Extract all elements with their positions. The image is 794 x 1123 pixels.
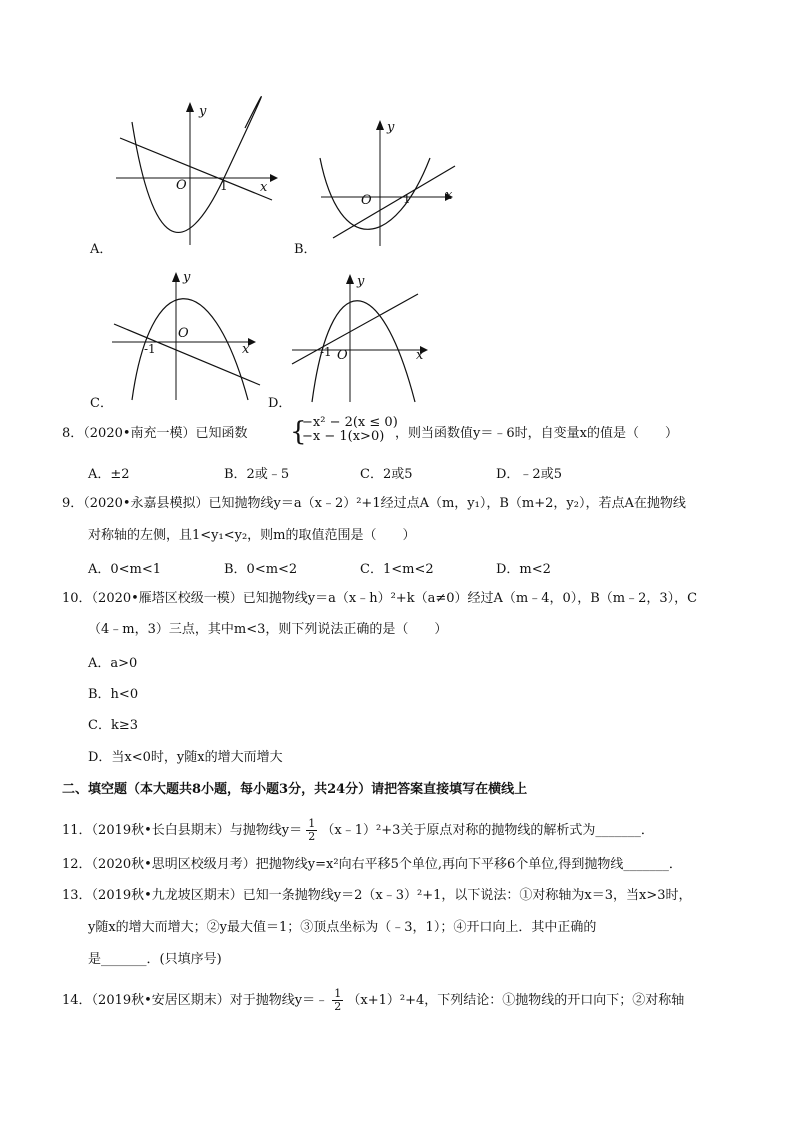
- figure-a-graph: [110, 100, 280, 250]
- x-axis-label: x: [242, 342, 250, 357]
- brace-icon: {: [290, 417, 307, 447]
- figure-d: [290, 272, 440, 407]
- piecewise-function: [290, 415, 398, 447]
- x-axis-label: x: [260, 180, 268, 195]
- figure-a: [110, 100, 280, 250]
- question-8-prefix: 8．（2020•南充一模）已知函数: [62, 426, 248, 441]
- question-13-line-2: y随x的增大而增大；②y最大值＝1；③顶点坐标为（﹣3，1）；④开口向上．其中正确的: [88, 920, 597, 935]
- option-b: B．2或﹣5: [224, 467, 290, 482]
- option-c: C．2或5: [360, 467, 413, 482]
- figure-b-graph: [315, 118, 465, 248]
- y-axis-label: y: [387, 120, 395, 135]
- figure-b-letter: B．: [294, 242, 317, 257]
- question-10-line-1: 10．（2020•雁塔区校级一模）已知抛物线y＝a（x﹣h）²+k（a≠0）经过A（m﹣4，0），B（m﹣2，3），C: [62, 591, 698, 606]
- piecewise-bottom: −x − 1(x>0): [302, 429, 385, 444]
- y-axis-label: y: [357, 274, 365, 289]
- fraction-numerator: 1: [308, 817, 316, 830]
- fraction-denominator: 2: [308, 830, 316, 843]
- question-14-suffix: （x+1）²+4，下列结论：①抛物线的开口向下；②对称轴: [347, 993, 685, 1008]
- option-a: A．a>0: [88, 656, 138, 671]
- question-9-line-2: 对称轴的左侧，且1<y₁<y₂，则m的取值范围是（ ）: [88, 528, 416, 543]
- question-14: [62, 988, 684, 1013]
- figure-c-letter: C．: [90, 396, 113, 411]
- option-d: D．m<2: [496, 562, 551, 577]
- figure-a-letter: A．: [90, 242, 113, 257]
- figure-d-graph: [290, 272, 440, 407]
- origin-label: O: [337, 348, 348, 363]
- option-a: A．0<m<1: [88, 562, 162, 577]
- question-10-line-2: （4﹣m，3）三点，其中m<3，则下列说法正确的是（ ）: [88, 622, 448, 637]
- y-axis-label: y: [183, 270, 191, 285]
- tick-label-1: 1: [220, 179, 228, 193]
- tick-label-neg1: -1: [320, 345, 332, 359]
- origin-label: O: [178, 326, 189, 341]
- question-11: [62, 818, 654, 843]
- question-9-options: [88, 558, 728, 577]
- option-d: D．﹣2或5: [496, 467, 562, 482]
- option-b: B．h<0: [88, 687, 139, 702]
- option-c: C．k≥3: [88, 718, 138, 733]
- question-9-line-1: 9．（2020•永嘉县模拟）已知抛物线y＝a（x﹣2）²+1经过点A（m，y₁），B（m+2，y₂），若点A在抛物线: [62, 496, 686, 511]
- section-2-heading: 二、填空题（本大题共8小题，每小题3分，共24分）请把答案直接填写在横线上: [62, 782, 528, 797]
- question-11-suffix: （x﹣1）²+3关于原点对称的抛物线的解析式为_______．: [321, 823, 654, 838]
- question-12: 12．（2020秋•思明区校级月考）把抛物线y=x²向右平移5个单位,再向下平移6个单位,得到抛物线_______．: [62, 857, 682, 872]
- question-14-prefix: 14．（2019秋•安居区期末）对于抛物线y＝﹣: [62, 993, 329, 1008]
- question-8-options: [88, 463, 728, 482]
- tick-label-neg1: -1: [144, 342, 156, 356]
- figure-c: [110, 270, 270, 405]
- figure-b: [315, 118, 465, 248]
- y-axis-label: y: [199, 104, 207, 119]
- x-axis-label: x: [445, 188, 453, 203]
- question-13-line-1: 13．（2019秋•九龙坡区期末）已知一条抛物线y＝2（x﹣3）²+1，以下说法：①对称轴为x＝3，当x>3时，: [62, 888, 692, 903]
- option-d: D．当x<0时，y随x的增大而增大: [88, 750, 283, 765]
- tick-label-1: 1: [403, 192, 411, 206]
- question-11-prefix: 11．（2019秋•长白县期末）与抛物线y＝: [62, 823, 303, 838]
- x-axis-label: x: [416, 348, 424, 363]
- fraction: [306, 818, 317, 843]
- origin-label: O: [176, 178, 187, 193]
- option-b: B．0<m<2: [224, 562, 298, 577]
- question-13-line-3: 是_______．(只填序号): [88, 952, 222, 967]
- option-a: A．±2: [88, 467, 130, 482]
- option-c: C．1<m<2: [360, 562, 434, 577]
- fraction-denominator: 2: [334, 1000, 342, 1013]
- fraction: [332, 988, 343, 1013]
- fraction-numerator: 1: [334, 987, 342, 1000]
- question-8-suffix: ，则当函数值y＝﹣6时，自变量x的值是（ ）: [395, 426, 678, 441]
- question-8: [62, 425, 248, 443]
- piecewise-top: −x² − 2(x ≤ 0): [302, 415, 398, 430]
- figure-d-letter: D．: [268, 396, 292, 411]
- figure-c-graph: [110, 270, 270, 405]
- origin-label: O: [361, 193, 372, 208]
